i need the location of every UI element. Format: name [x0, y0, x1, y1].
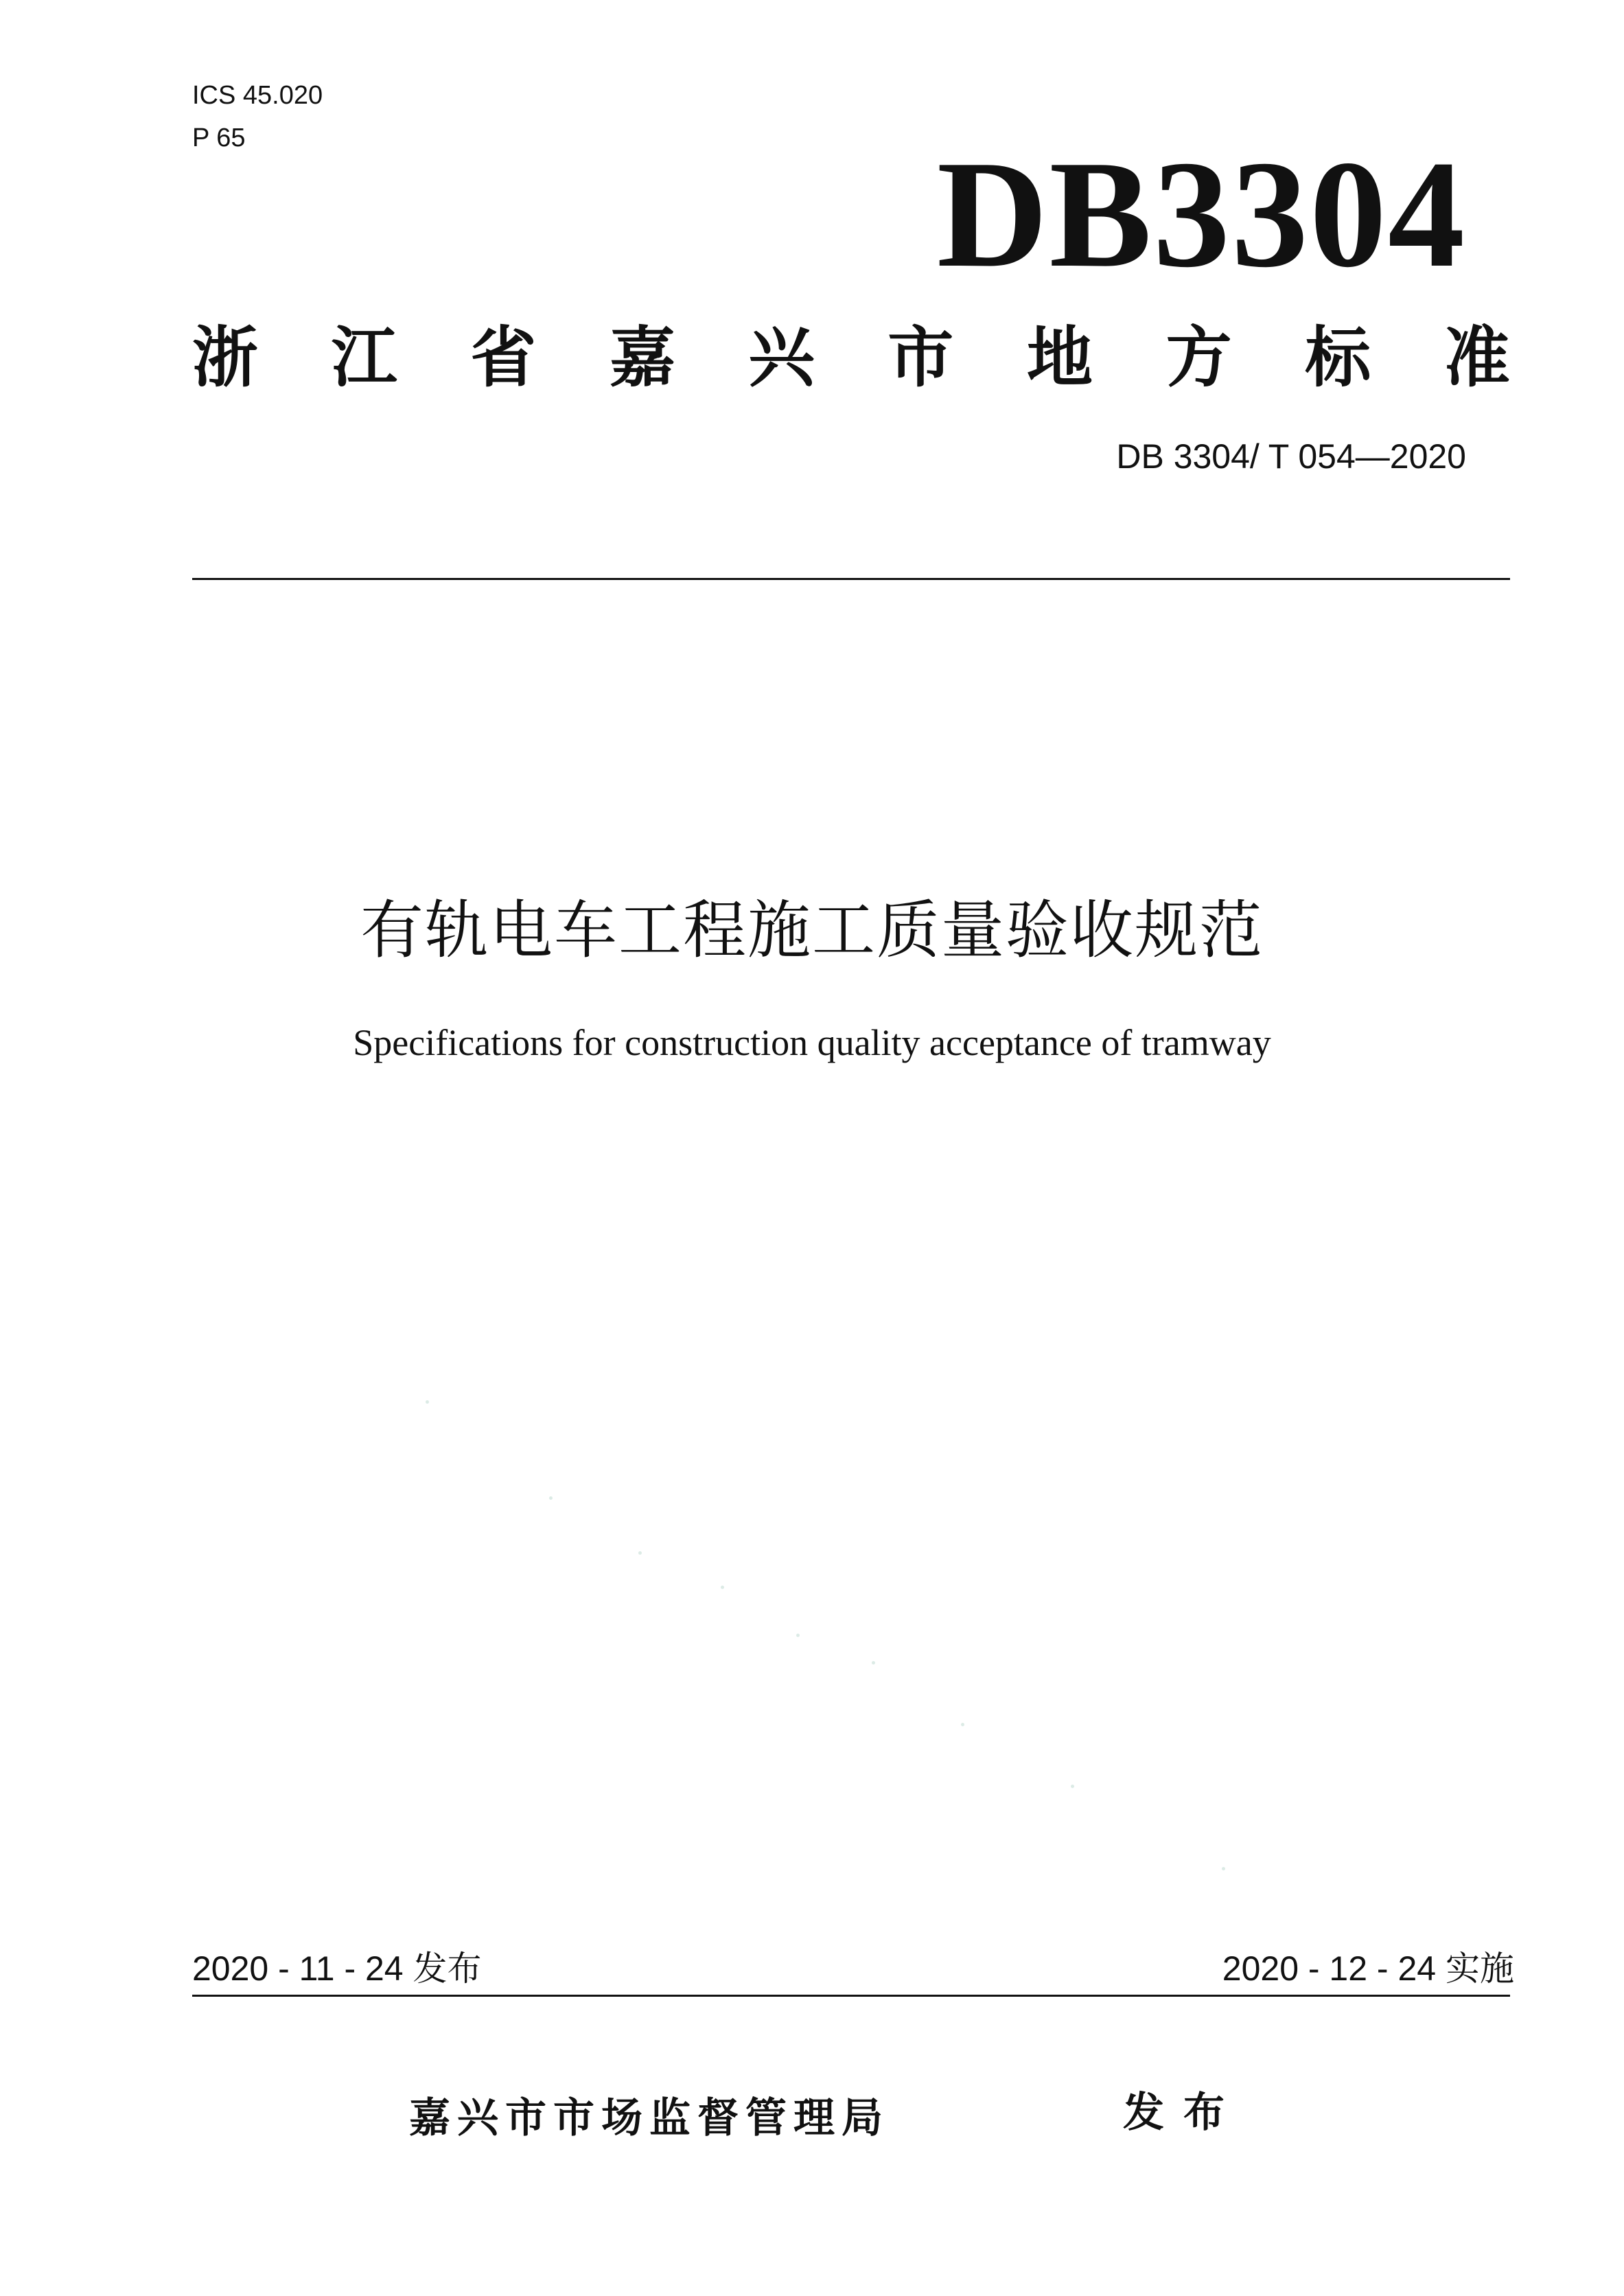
date-divider	[192, 1995, 1510, 1997]
standard-type-char: 兴	[748, 321, 815, 395]
standard-type-char: 准	[1443, 321, 1510, 395]
standard-type-char: 方	[1165, 321, 1232, 395]
document-number: DB 3304/ T 054—2020	[1116, 437, 1466, 476]
scan-speck	[549, 1496, 553, 1500]
standard-type-char: 市	[888, 321, 954, 395]
standard-type-char: 地	[1026, 321, 1093, 395]
standard-type-char: 省	[470, 321, 537, 395]
document-title-chinese: 有轨电车工程施工质量验收规范	[360, 896, 1264, 966]
standard-type-char: 标	[1305, 321, 1371, 395]
ics-code: ICS 45.020	[192, 81, 323, 110]
scan-speck	[426, 1400, 429, 1404]
publish-label: 发布	[1123, 2089, 1244, 2135]
document-title-english: Specifications for construction quality acceptance of tramway	[353, 1022, 1271, 1063]
implementation-date: 2020 - 12 - 24 实施	[1222, 1949, 1514, 1988]
standard-type-char: 嘉	[609, 321, 675, 395]
scan-speck	[1222, 1867, 1225, 1870]
standard-type-char: 江	[331, 321, 397, 395]
scan-speck	[1071, 1785, 1074, 1788]
publisher-name: 嘉兴市市场监督管理局	[409, 2095, 890, 2141]
standard-type-heading	[192, 310, 1510, 406]
scan-speck	[872, 1661, 875, 1665]
scan-speck	[721, 1586, 724, 1589]
scan-speck	[796, 1634, 800, 1637]
scan-speck	[961, 1723, 964, 1726]
standard-code-large: DB3304	[936, 129, 1466, 299]
standard-type-char: 浙	[192, 321, 258, 395]
header-divider	[192, 578, 1510, 580]
ccs-code: P 65	[192, 124, 246, 152]
scan-speck	[638, 1551, 642, 1555]
issue-date: 2020 - 11 - 24 发布	[192, 1949, 482, 1988]
